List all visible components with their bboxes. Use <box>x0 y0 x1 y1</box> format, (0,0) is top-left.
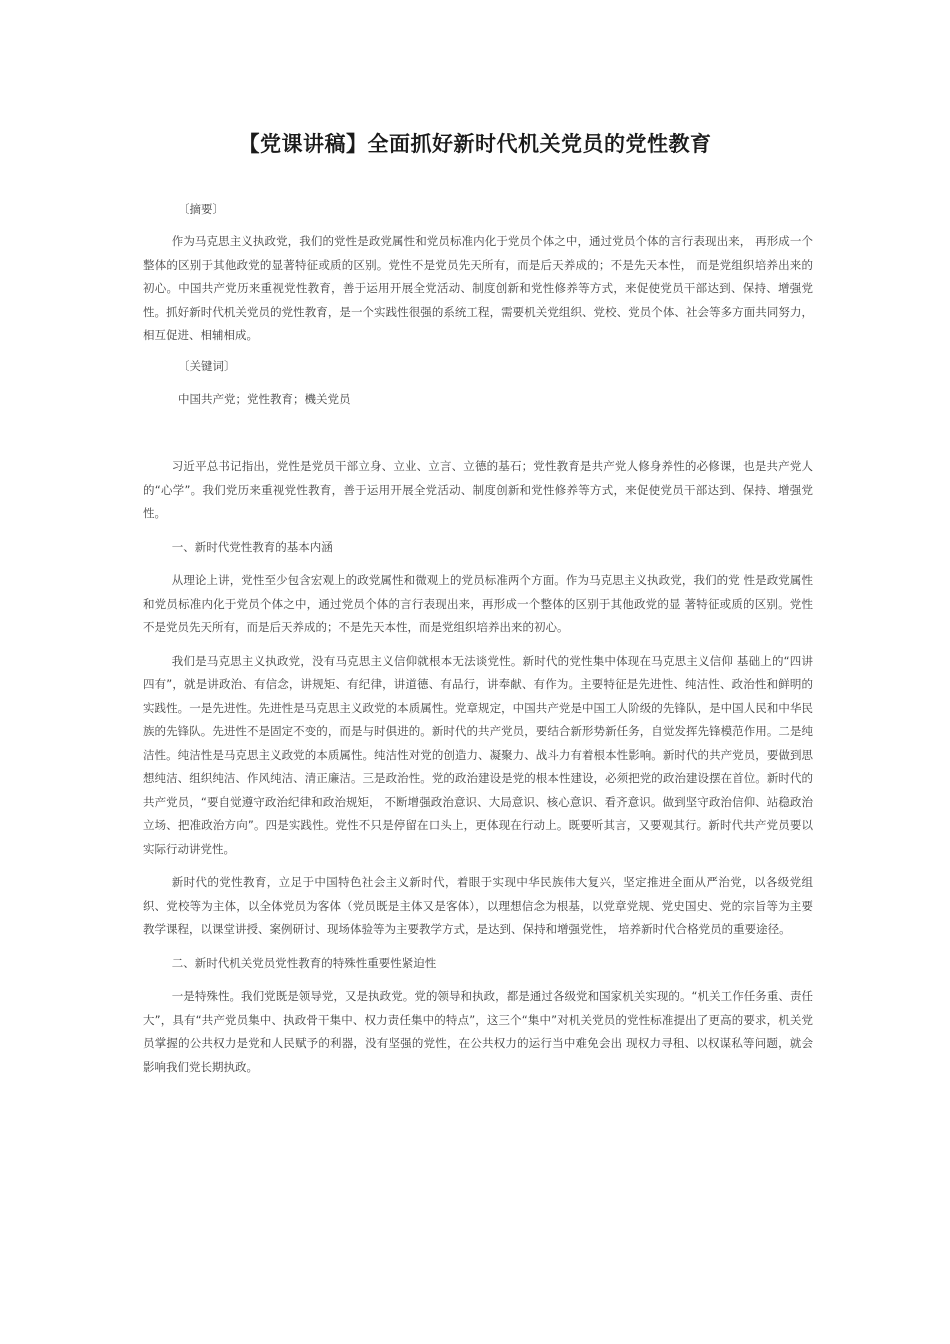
section-heading-1: 一、新时代党性教育的基本内涵 <box>171 539 333 554</box>
section1-paragraph-1: 从理论上讲，党性至少包含宏观上的政党属性和微观上的党员标准两个方面。作为马克思主义执政党，我们的党 性是政党属性和党员标准内化于党员个体之中，通过党员个体的言行表现出来，再形成一个整体的区别于其他政党的显 著特征或质的区别。党性不是党员先天所有，而是后天养成的；不是先天本性，而是党组织培养出来的初心。 <box>143 573 813 634</box>
section-heading-2: 二、新时代机关党员党性教育的特殊性重要性紧迫性 <box>171 955 437 970</box>
main-body <box>143 455 813 1079</box>
abstract-paragraph: 作为马克思主义执政党，我们的党性是政党属性和党员标准内化于党员个体之中，通过党员个体的言行表现出来， 再形成一个整体的区别于其他政党的显著特征或质的区别。党性不是党员先天所有，而是后天养成的；不是先天本性， 而是党组织培养出来的初心。中国共产党历来重视党性教育，善于运用开展全党活动、制度创新和党性修养等方式，来促使党员干部达到、保持、增强党性。抓好新时代机关党员的党性教育，是一个实践性很强的系统工程，需要机关党组织、党校、党员个体、社会等多方面共同努力，相互促进、相辅相成。 <box>143 234 813 342</box>
keywords-label: 〔关键词〕 <box>178 359 236 373</box>
abstract-label: 〔摘要〕 <box>178 202 224 216</box>
intro-paragraph: 习近平总书记指出，党性是党员干部立身、立业、立言、立德的基石；党性教育是共产党人修身养性的必修课，也是共产党人的“心学”。我们党历来重视党性教育，善于运用开展全党活动、制度创新和党性修养等方式，来促使党员干部达到、保持、增强党性。 <box>143 459 813 520</box>
section2-paragraph-1: 一是特殊性。我们党既是领导党，又是执政党。党的领导和执政，都是通过各级党和国家机关实现的。“机关工作任务重、责任大”，具有“共产党员集中、执政骨干集中、权力责任集中的特点”，这三个“集中”对机关党员的党性标准提出了更高的要求，机关党员掌握的公共权力是党和人民赋予的利器，没有坚强的党性，在公共权力的运行当中难免会出 现权力寻租、以权谋私等问题，就会影响我们党长期执政。 <box>143 989 813 1074</box>
section1-paragraph-3: 新时代的党性教育，立足于中国特色社会主义新时代，着眼于实现中华民族伟大复兴，坚定推进全面从严治党，以各级党组织、党校等为主体，以全体党员为客体（党员既是主体又是客体），以理想信念为根基，以党章党规、党史国史、党的宗旨等为主要教学课程，以课堂讲授、案例研讨、现场体验等为主要教学方式，是达到、保持和增强党性， 培养新时代合格党员的重要途径。 <box>143 875 813 936</box>
abstract-section <box>143 230 813 348</box>
section1-paragraph-2: 我们是马克思主义执政党，没有马克思主义信仰就根本无法谈党性。新时代的党性集中体现在马克思主义信仰 基础上的“四讲四有”，就是讲政治、有信念，讲规矩、有纪律，讲道德、有品行，讲奉献、有作为。主要特征是先进性、纯洁性、政治性和鲜明的实践性。一是先进性。先进性是马克思主义政党的本质属性。党章规定，中国共产党是中国工人阶级的先锋队，是中国人民和中华民族的先锋队。先进性不是固定不变的，而是与时俱进的。新时代的共产党员，要结合新形势新任务，自觉发挥先锋模范作用。二是纯洁性。纯洁性是马克思主义政党的本质属性。纯洁性对党的创造力、凝聚力、战斗力有着根本性影响。新时代的共产党员，要做到思想纯洁、组织纯洁、作风纯洁、清正廉洁。三是政治性。党的政治建设是党的根本性建设，必须把党的政治建设摆在首位。新时代的共产党员，“要自觉遵守政治纪律和政治规矩， 不断增强政治意识、大局意识、核心意识、看齐意识。做到坚守政治信仰、站稳政治立场、把准政治方向”。四是实践性。党性不只是停留在口头上，更体现在行动上。既要听其言，又要观其行。新时代共产党员要以实际行动讲党性。 <box>143 653 813 856</box>
document-title: 【党课讲稿】全面抓好新时代机关党员的党性教育 <box>238 132 712 156</box>
keywords-text: 中国共产党；党性教育；機关党员 <box>178 392 351 406</box>
